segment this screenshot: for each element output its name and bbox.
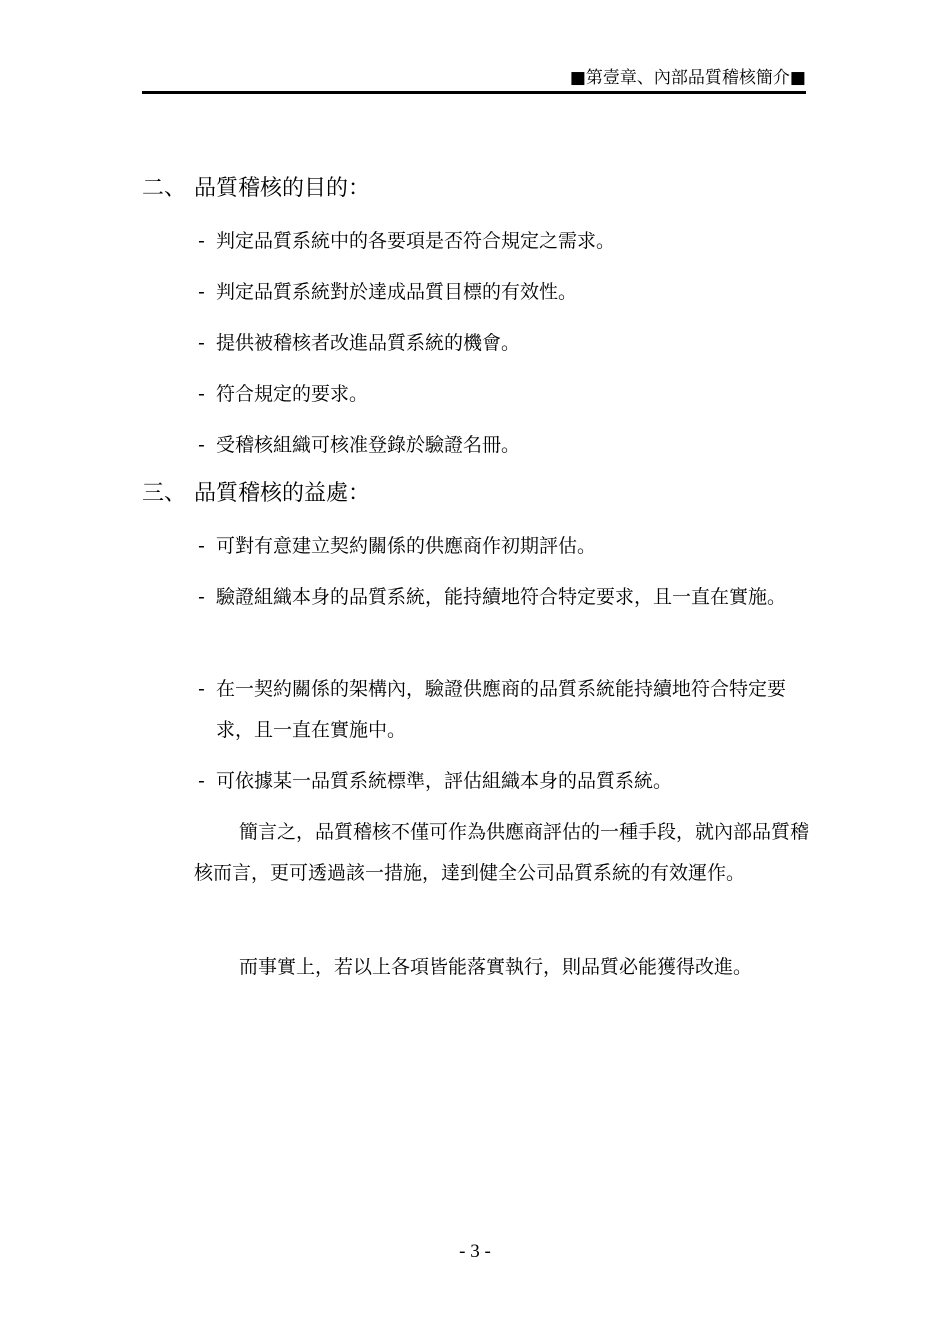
list-item [198,526,810,567]
list-item-text: 驗證組織本身的品質系統，能持續地符合特定要求，且一直在實施。 [216,586,787,608]
list-item-text: 符合規定的要求。 [216,383,369,405]
list-item [198,221,810,262]
section-heading-benefits [142,479,370,509]
section-title: 品質稽核的益處： [194,481,371,506]
bullet-dash: - [198,434,205,456]
list-item-text: 可對有意建立契約關係的供應商作初期評估。 [216,535,597,557]
list-item-text: 受稽核組織可核准登錄於驗證名冊。 [216,434,521,456]
list-item-text: 提供被稽核者改進品質系統的機會。 [216,332,521,354]
bullet-dash: - [198,383,205,405]
list-item [198,669,810,751]
section-number: 二、 [142,176,187,201]
list-item [198,425,810,466]
list-item-text: 判定品質系統中的各要項是否符合規定之需求。 [216,230,616,252]
bullet-dash: - [198,332,205,354]
summary-paragraph: 簡言之，品質稽核不僅可作為供應商評估的一種手段，就內部品質稽核而言，更可透過該一措施，達到健全公司品質系統的有效運作。 [194,821,810,884]
list-item [198,374,810,415]
list-item [198,323,810,364]
bullet-dash: - [198,678,205,700]
bullet-dash: - [198,230,205,252]
closing-paragraph: 而事實上，若以上各項皆能落實執行，則品質必能獲得改進。 [239,956,753,978]
bullet-dash: - [198,586,205,608]
bullet-dash: - [198,281,205,303]
bullet-dash: - [198,535,205,557]
list-item-text: 可依據某一品質系統標準，評估組織本身的品質系統。 [216,770,673,792]
section-heading-purpose [142,174,370,204]
list-item [198,761,810,802]
section-title: 品質稽核的目的： [194,176,371,201]
section-number: 三、 [142,481,187,506]
list-item [198,577,810,618]
list-item [198,272,810,313]
running-header: ■第壹章、內部品質稽核簡介■ [569,68,806,88]
bullet-dash: - [198,770,205,792]
list-item-text: 判定品質系統對於達成品質目標的有效性。 [216,281,578,303]
page-number: - 3 - [459,1241,491,1262]
header-rule [142,91,806,94]
list-item-text: 在一契約關係的架構內，驗證供應商的品質系統能持續地符合特定要求，且一直在實施中。 [216,678,787,741]
